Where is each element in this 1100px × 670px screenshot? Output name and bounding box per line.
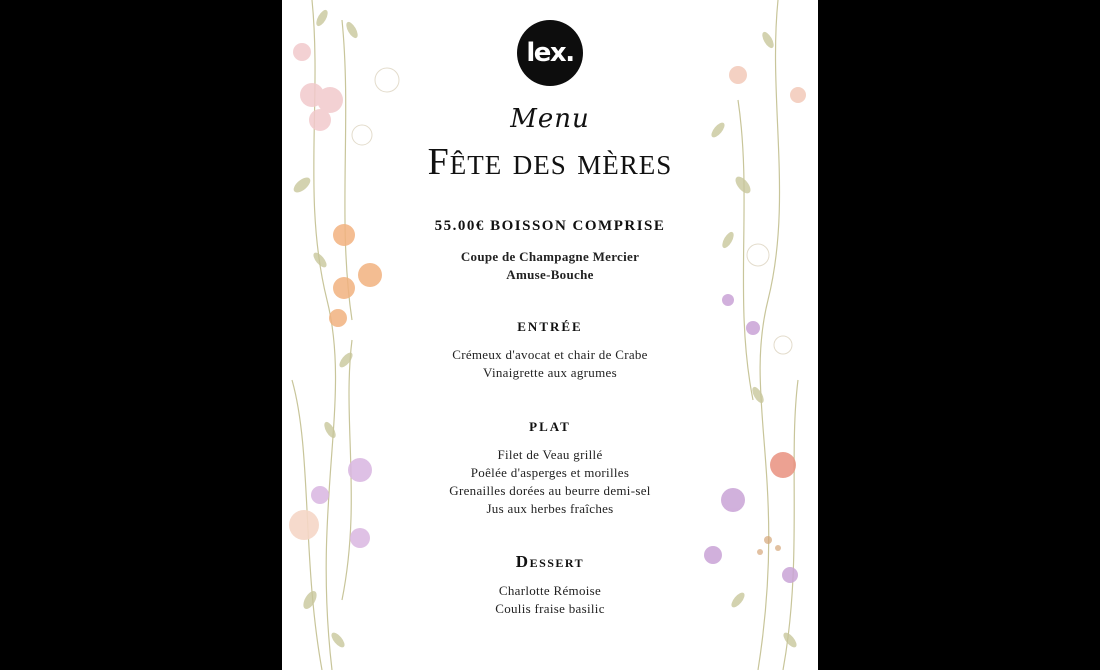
entree-heading: ENTRÉE bbox=[517, 319, 583, 334]
right-flower-cluster-top bbox=[729, 66, 806, 103]
price-items bbox=[282, 248, 818, 284]
menu-script-title: Menu bbox=[510, 104, 590, 134]
price-heading: 55.00€ BOISSON COMPRISE bbox=[434, 218, 666, 234]
menu-card bbox=[282, 0, 818, 670]
menu-line: Charlotte Rémoise bbox=[498, 583, 602, 598]
menu-line: Amuse-Bouche bbox=[506, 267, 594, 282]
page-title: Fête des mères bbox=[427, 141, 673, 183]
menu-line: Crémeux d'avocat et chair de Crabe bbox=[452, 347, 648, 362]
menu-line: Grenailles dorées au beurre demi-sel bbox=[449, 483, 651, 498]
menu-line: Vinaigrette aux agrumes bbox=[483, 365, 617, 380]
dessert-items bbox=[282, 582, 818, 618]
menu-line: Poêlée d'asperges et morilles bbox=[470, 465, 630, 480]
plat-items bbox=[282, 446, 818, 518]
menu-line: Coulis fraise basilic bbox=[495, 601, 605, 616]
dessert-heading: Dessert bbox=[515, 552, 585, 571]
menu-line: Coupe de Champagne Mercier bbox=[460, 249, 640, 264]
menu-line: Filet de Veau grillé bbox=[497, 447, 603, 462]
entree-items bbox=[282, 346, 818, 382]
brand-logo: lex. bbox=[517, 20, 583, 86]
plat-heading: PLAT bbox=[529, 419, 571, 434]
menu-line: Jus aux herbes fraîches bbox=[486, 501, 614, 516]
